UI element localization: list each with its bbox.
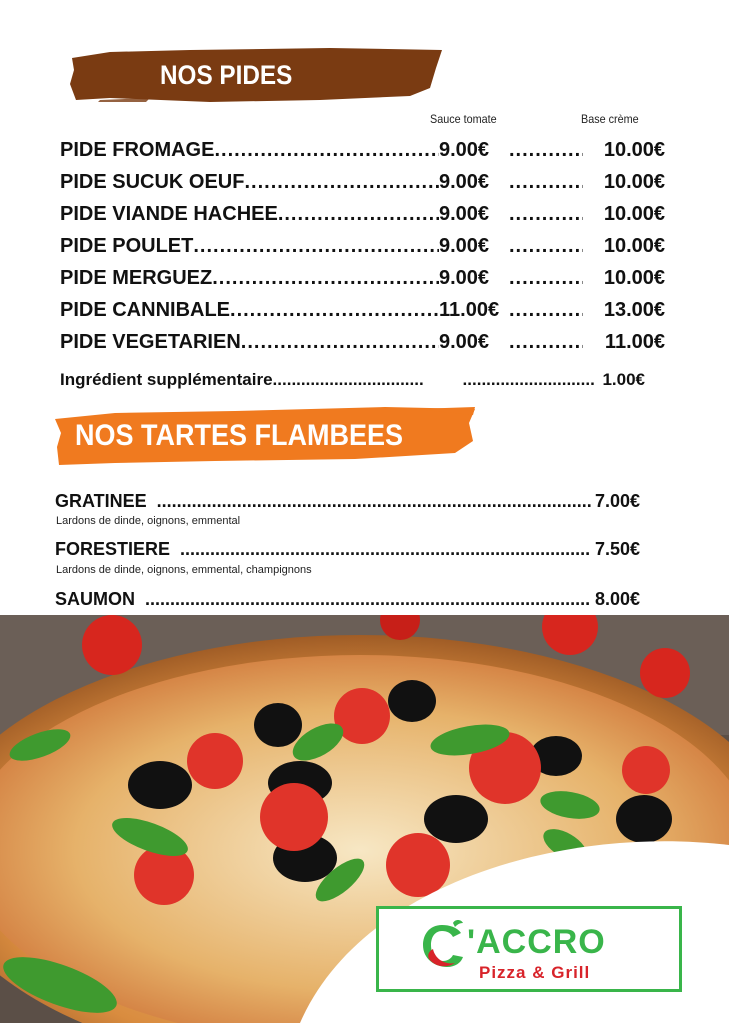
column-header-sauce-tomate: Sauce tomate <box>430 112 497 126</box>
pides-title: NOS PIDES <box>160 59 293 90</box>
dot-leader <box>509 235 583 258</box>
dot-leader <box>278 203 439 226</box>
item-price: 7.50€ <box>594 538 640 559</box>
price-creme: 11.00€ <box>604 330 665 353</box>
item-name: SAUMON <box>55 588 135 609</box>
menu-row <box>60 167 665 197</box>
price-creme: 10.00€ <box>603 170 665 193</box>
price-tomate: 9.00€ <box>439 202 490 225</box>
price-tomate: 9.00€ <box>439 234 490 257</box>
item-price: 8.00€ <box>594 588 640 609</box>
item-name: GRATINEE <box>55 490 147 511</box>
menu-row <box>55 489 640 513</box>
dot-leader <box>244 171 439 194</box>
item-name: PIDE MERGUEZ <box>60 266 213 289</box>
item-name: PIDE VIANDE HACHEE <box>60 202 278 225</box>
price-tomate: 9.00€ <box>439 266 490 289</box>
item-description: Lardons de dinde, oignons, emmental <box>56 515 241 527</box>
logo-wordmark: 'ACCRO <box>467 923 606 961</box>
menu-row <box>60 263 665 293</box>
menu-row <box>60 199 665 229</box>
menu-row <box>60 231 665 261</box>
dot-leader <box>509 331 583 354</box>
item-name: PIDE FROMAGE <box>60 138 215 161</box>
item-name: PIDE POULET <box>60 234 194 257</box>
dot-leader <box>230 299 439 322</box>
dot-leader <box>241 331 439 354</box>
dot-leader <box>145 589 591 610</box>
dot-leader <box>157 491 591 512</box>
dot-leader <box>509 139 583 162</box>
price-creme: 13.00€ <box>603 298 665 321</box>
chili-logo-icon <box>419 919 465 975</box>
column-header-base-creme: Base crème <box>581 112 639 126</box>
price-tomate: 11.00€ <box>439 298 500 321</box>
dot-leader <box>214 139 439 162</box>
logo-tagline: Pizza & Grill <box>479 963 591 982</box>
dot-leader <box>180 539 591 560</box>
dot-leader <box>212 267 439 290</box>
menu-row <box>55 537 640 561</box>
dot-leader <box>463 370 595 390</box>
item-name: PIDE VEGETARIEN <box>60 330 241 353</box>
dot-leader <box>273 370 423 390</box>
supplement-price: 1.00€ <box>602 370 645 389</box>
price-creme: 10.00€ <box>603 234 665 257</box>
menu-row <box>55 587 640 611</box>
item-description: Lardons de dinde, oignons, emmental, champignons <box>56 564 312 576</box>
price-creme: 10.00€ <box>603 202 665 225</box>
item-name: FORESTIERE <box>55 538 171 559</box>
supplement-row <box>60 367 645 393</box>
menu-row <box>60 295 665 325</box>
restaurant-logo <box>376 906 682 992</box>
dot-leader <box>509 299 583 322</box>
dot-leader <box>509 267 583 290</box>
menu-row <box>60 135 665 165</box>
price-tomate: 9.00€ <box>439 330 490 353</box>
menu-row <box>60 327 665 357</box>
price-tomate: 9.00€ <box>439 138 490 161</box>
dot-leader <box>509 171 583 194</box>
dot-leader <box>193 235 439 258</box>
item-name: PIDE CANNIBALE <box>60 298 231 321</box>
tartes-title: NOS TARTES FLAMBEES <box>75 419 404 452</box>
dot-leader <box>509 203 583 226</box>
price-creme: 10.00€ <box>603 138 665 161</box>
item-price: 7.00€ <box>594 490 640 511</box>
pides-banner <box>70 48 442 102</box>
item-name: PIDE SUCUK OEUF <box>60 170 245 193</box>
supplement-name: Ingrédient supplémentaire <box>60 370 273 389</box>
tartes-banner <box>55 407 475 465</box>
price-creme: 10.00€ <box>603 266 665 289</box>
price-tomate: 9.00€ <box>439 170 490 193</box>
